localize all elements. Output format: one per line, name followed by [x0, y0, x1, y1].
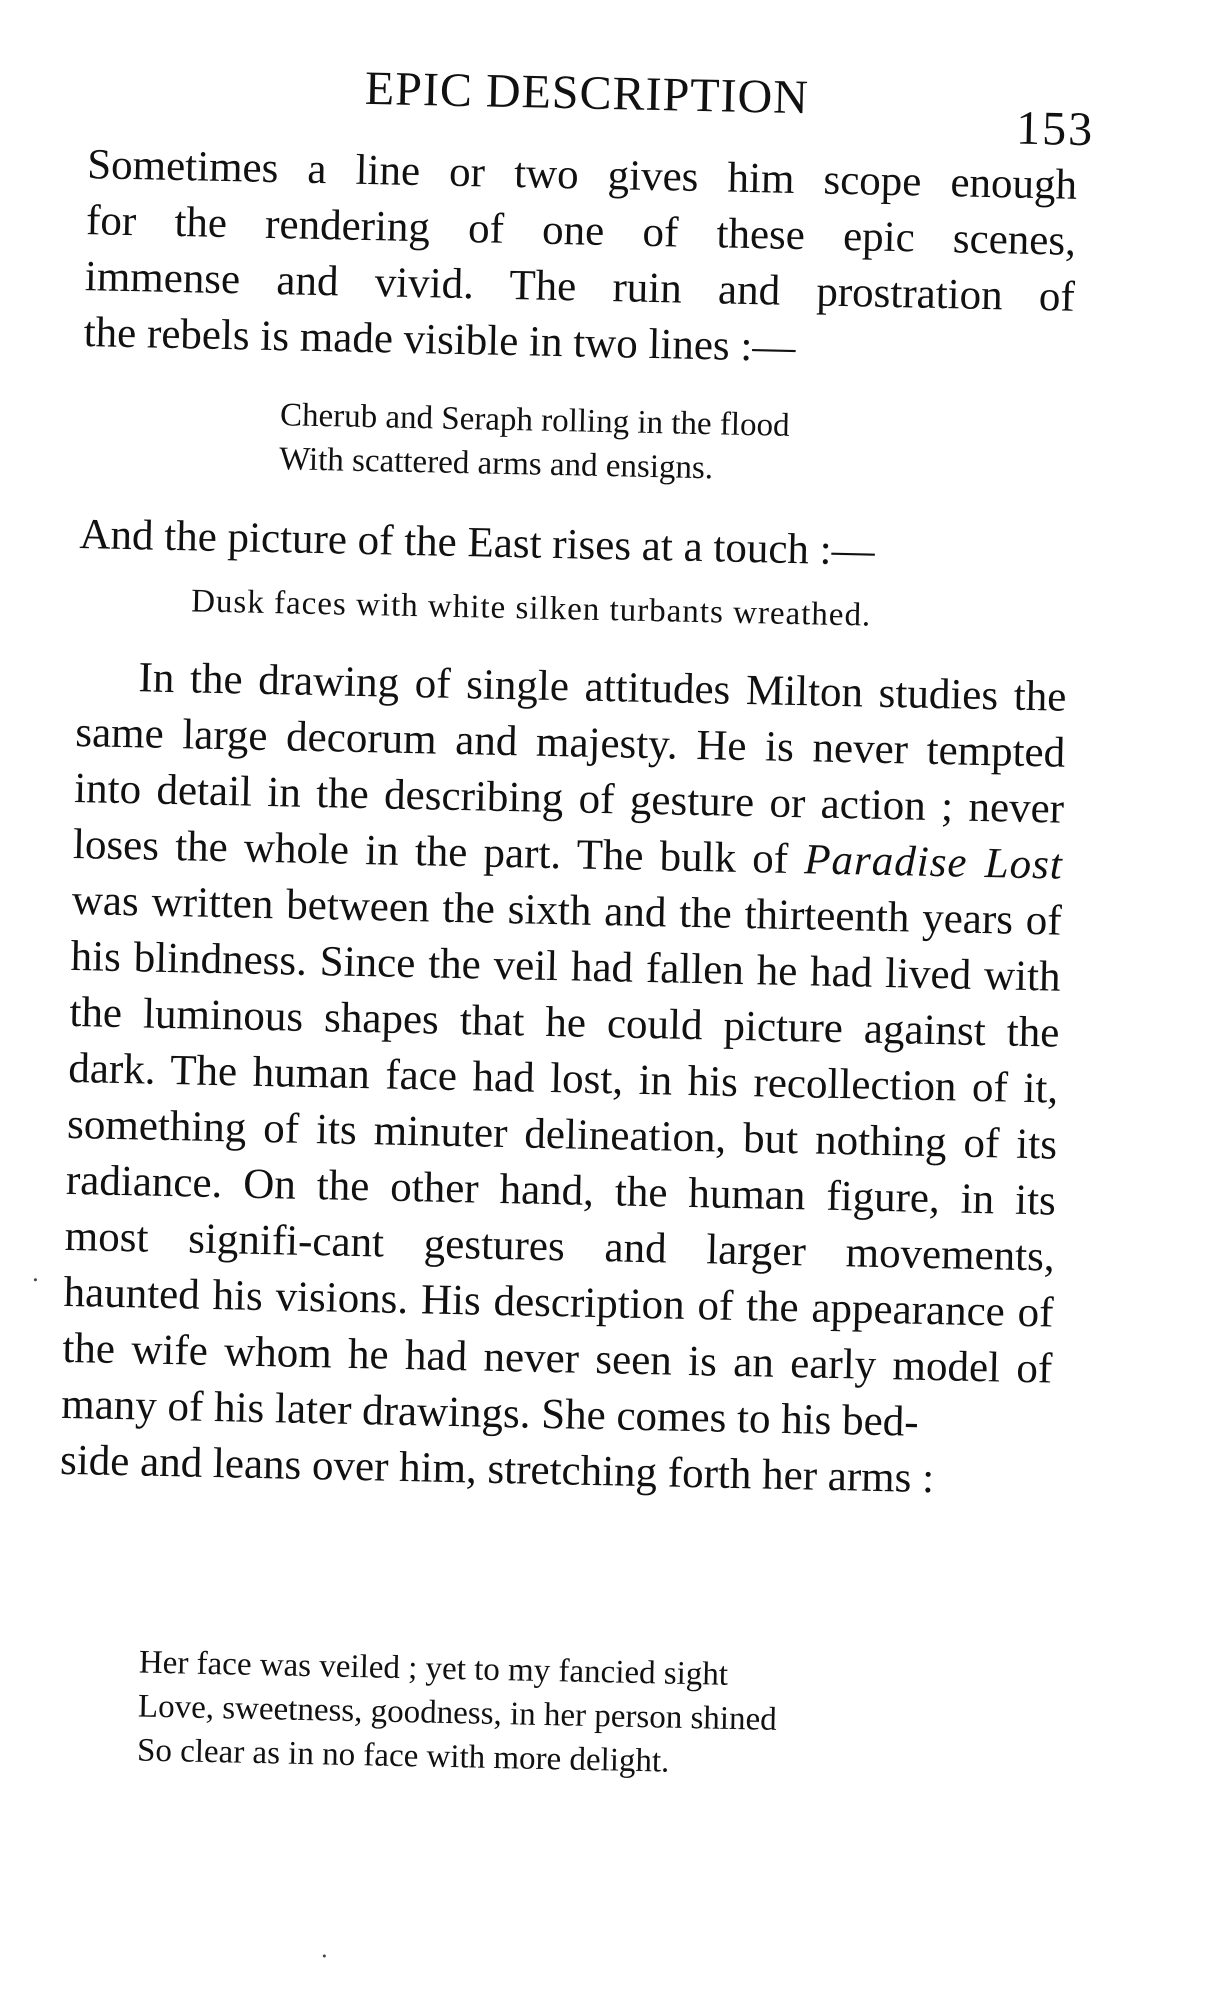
verse-line: Her face was veiled ; yet to my fancied sight	[138, 1644, 729, 1693]
book-title-paradise-lost: Paradise Lost	[803, 836, 1064, 889]
text-line: Sometimes a line or two gives him scope enough	[86, 141, 1078, 209]
paragraph-epic-scenes	[83, 137, 1077, 382]
paragraph-text-before-title: In the drawing of single attitudes Milton studies the same large decorum and majesty. He is never tempted into detail in the describing of gesture or action ; never loses the whole in the part. The bulk of	[72, 654, 1067, 884]
verse-quote-dusk-faces	[191, 579, 872, 637]
paragraph-east	[79, 507, 1030, 583]
ink-speck	[323, 1954, 326, 1957]
ink-speck	[34, 1278, 37, 1281]
verse-line: So clear as in no face with more delight.	[136, 1732, 670, 1780]
verse-line: Cherub and Seraph rolling in the flood	[279, 397, 790, 444]
text-line: for the rendering of one of these epic scenes,	[85, 197, 1077, 265]
paragraph-text-after-title: was written between the sixth and the thirteenth years of his blindness. Since the veil had fallen he had lived with the luminous shapes that he could picture against the dark. The human face had lost, in his recollection of it, something of its minuter delineation, but nothing of its radiance. On the other hand, the human figure, in its most signifi-cant gestures and larger movements, haunted his visions. His description of the appearance of the wife whom he had never seen is an early model of many of his later drawings. She comes to his bed-	[60, 876, 1063, 1446]
verse-quote-cherub	[279, 393, 790, 492]
text-line: immense and vivid. The ruin and prostration of	[84, 253, 1076, 321]
text-line: the rebels is made visible in two lines :—	[83, 309, 796, 371]
paragraph-milton-attitudes	[60, 649, 1067, 1510]
verse-line: Love, sweetness, goodness, in her person shined	[137, 1688, 778, 1738]
running-title: EPIC DESCRIPTION	[364, 61, 810, 125]
text-line: And the picture of the East rises at a touch :—	[79, 511, 876, 575]
verse-quote-her-face	[137, 1641, 778, 1786]
verse-line: With scattered arms and ensigns.	[278, 441, 714, 487]
verse-line: Dusk faces with white silken turbants wreathed.	[190, 583, 872, 634]
paragraph-body	[61, 649, 1067, 1454]
page-number: 153	[1015, 101, 1095, 157]
text-line: side and leans over him, stretching forth her arms :	[59, 1436, 935, 1503]
